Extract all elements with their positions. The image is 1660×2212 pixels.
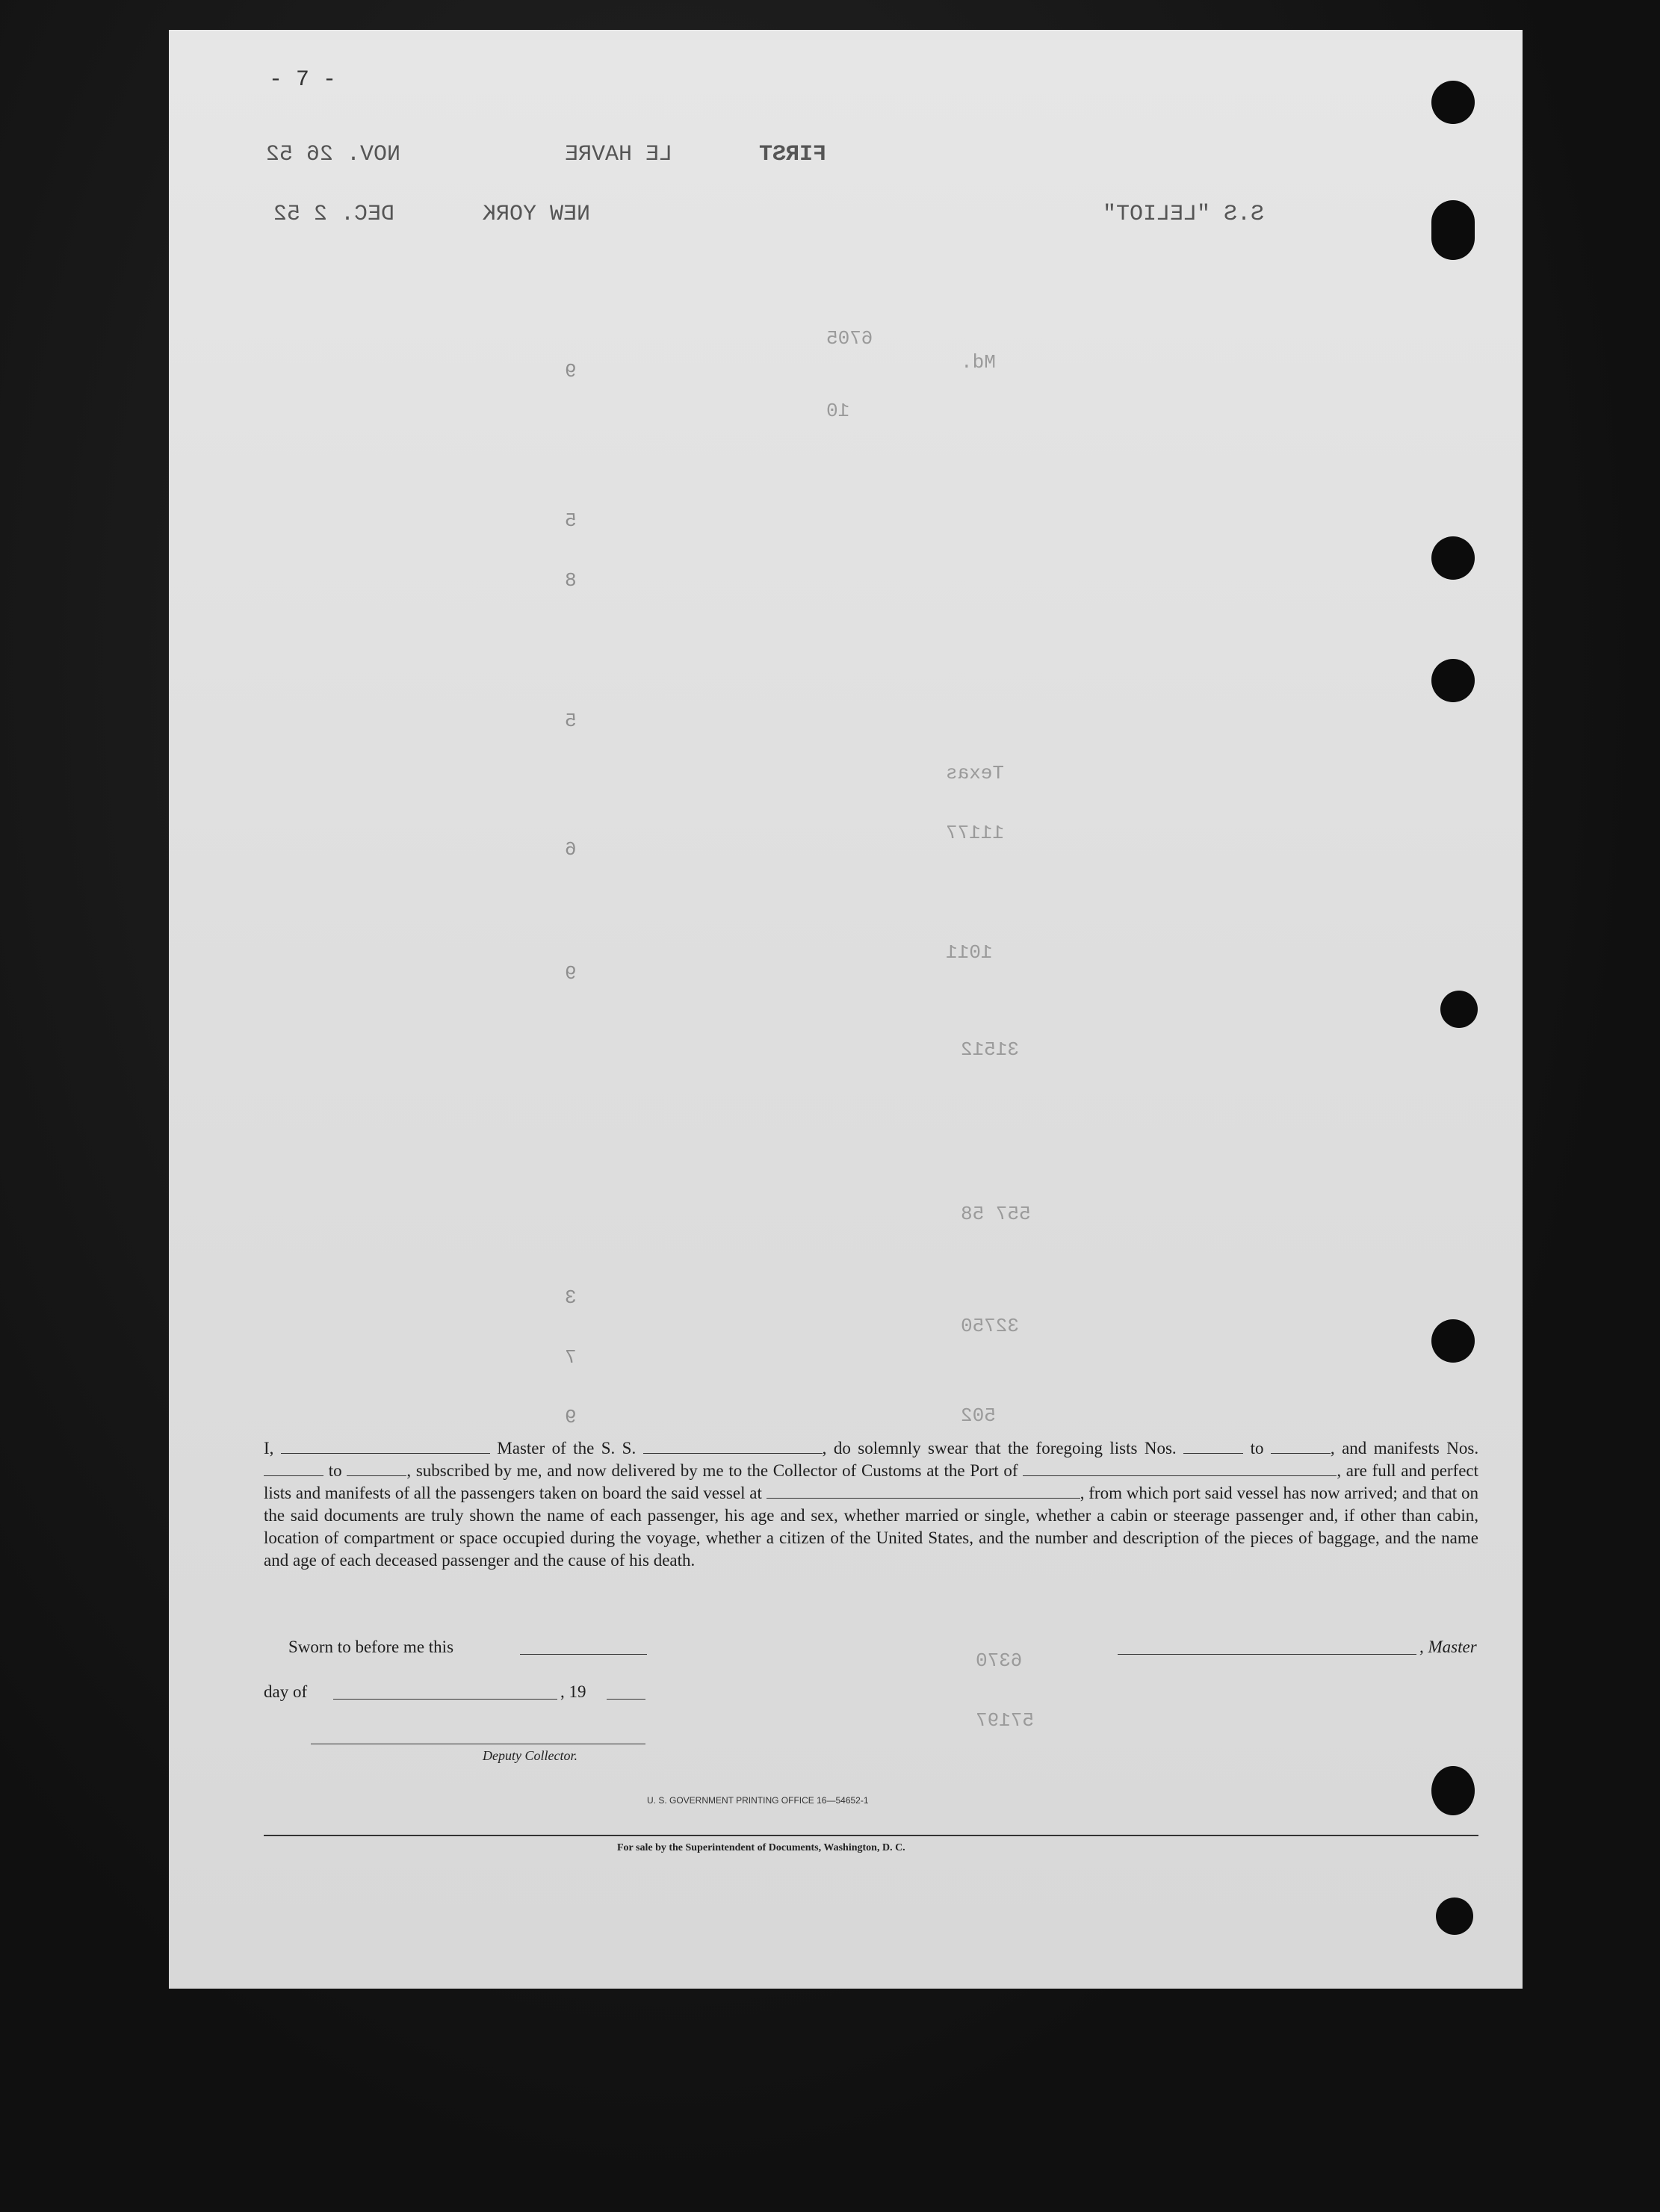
binder-hole [1431, 81, 1475, 124]
bleed-entry-8: 557 58 [961, 1203, 1031, 1225]
bleed-row-number: 9 [565, 1406, 577, 1428]
manifest-page [169, 30, 1523, 1989]
binder-hole [1436, 1897, 1473, 1935]
master-line [1118, 1654, 1416, 1655]
header-class: FIRST [759, 142, 827, 167]
binder-hole [1431, 536, 1475, 580]
bleed-entry-3: 10 [826, 400, 850, 422]
header-dep-date: NOV. 26 52 [266, 142, 401, 167]
bleed-entry-2: Md. [961, 351, 996, 374]
bleed-entry-11: 6370 [976, 1649, 1023, 1672]
day-of-label: day of [264, 1682, 308, 1701]
year-line [607, 1699, 645, 1700]
header-ship: S.S "LELIOT" [1103, 202, 1265, 227]
year-label: , 19 [560, 1682, 586, 1701]
bleed-row-number: 9 [565, 962, 577, 985]
bleed-entry-5: 11177 [946, 822, 1005, 844]
binder-hole [1440, 991, 1478, 1028]
deputy-collector-label: Deputy Collector. [483, 1748, 577, 1763]
header-port: LE HAVRE [565, 142, 673, 167]
master-label: , Master [1419, 1638, 1477, 1656]
sworn-label: Sworn to before me this [288, 1638, 454, 1656]
gpo-imprint: U. S. GOVERNMENT PRINTING OFFICE 16—54652-1 [647, 1795, 869, 1806]
bleed-row-number: 8 [565, 569, 577, 592]
binder-hole [1431, 1319, 1475, 1363]
header-arr-date: DEC. 2 52 [273, 202, 395, 227]
bleed-row-number: 5 [565, 509, 577, 532]
bleed-entry-12: 57197 [976, 1709, 1035, 1732]
binder-hole [1431, 659, 1475, 702]
bleed-entry-1: 6705 [826, 327, 873, 350]
bleed-row-number: 3 [565, 1286, 577, 1309]
day-line [333, 1699, 557, 1700]
sworn-line [520, 1654, 647, 1655]
binder-hole [1431, 1766, 1475, 1815]
header-arr-port: NEW YORK [483, 202, 591, 227]
bleed-row-number: 9 [565, 360, 577, 382]
bleed-row-number: 5 [565, 710, 577, 732]
bleed-row-number: 6 [565, 838, 577, 861]
bleed-entry-9: 32750 [961, 1315, 1020, 1337]
binder-hole [1431, 200, 1475, 260]
bleed-entry-6: 1011 [946, 941, 993, 964]
sale-notice: For sale by the Superintendent of Documents, Washington, D. C. [617, 1842, 905, 1853]
bleed-row-number: 7 [565, 1346, 577, 1369]
bleed-entry-4: Texas [946, 762, 1005, 784]
bleed-entry-7: 31512 [961, 1038, 1020, 1061]
footer-rule [264, 1835, 1478, 1836]
page-number: - 7 - [269, 67, 337, 93]
bleed-entry-10: 502 [961, 1404, 996, 1427]
oath-statement: I, Master of the S. S. , do solemnly swear that the foregoing lists Nos. to , and manifests Nos. to , subscribed by me, and now delivered by me to the Collector of Customs at the Port of , are full and perfect lists and manifests of all the passengers taken on board the said vessel at , from which port said vessel has now arrived; and that on the said documents are truly shown the name of each passenger, his age and sex, whether married or single, whether a cabin or steerage passenger and, if other than cabin, location of compartment or space occupied during the voyage, whether a citizen of the United States, and the number and description of the pieces of baggage, and the name and age of each deceased passenger and the cause of his death. [264, 1439, 1479, 1570]
